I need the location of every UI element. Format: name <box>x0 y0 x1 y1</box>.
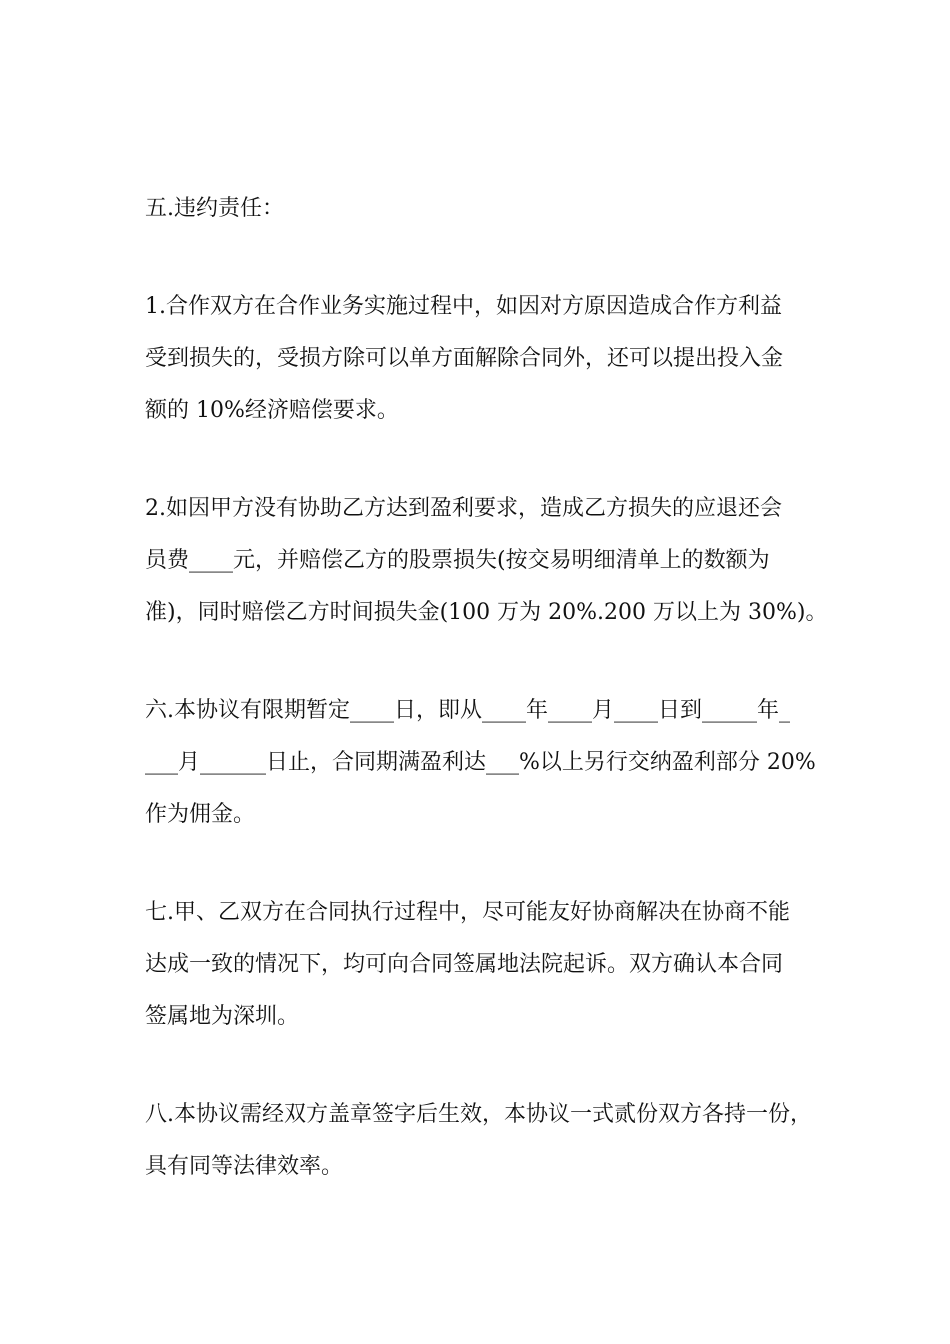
section-7-line-3: 签属地为深圳。 <box>145 1004 300 1029</box>
section-6 <box>145 685 816 841</box>
clause-5-1-line-2: 受到损失的，受损方除可以单方面解除合同外，还可以提出投入金 <box>145 346 784 371</box>
clause-5-1 <box>145 281 810 437</box>
section-8 <box>145 1089 810 1193</box>
paragraph-gap <box>145 1043 810 1089</box>
document-body <box>145 183 828 1193</box>
section-8-line-1: 八.本协议需经双方盖章签字后生效，本协议一式贰份双方各持一份， <box>145 1102 812 1127</box>
section-7 <box>145 887 810 1043</box>
clause-5-1-line-3: 额的 10%经济赔偿要求。 <box>145 398 399 423</box>
section-7-line-2: 达成一致的情况下，均可向合同签属地法院起诉。双方确认本合同 <box>145 952 784 977</box>
section-5-heading: 五.违约责任： <box>145 196 284 221</box>
section-6-line-2: ___月______日止，合同期满盈利达___%以上另行交纳盈利部分 20% <box>145 750 816 775</box>
clause-5-2-line-1: 2.如因甲方没有协助乙方达到盈利要求，造成乙方损失的应退还会 <box>145 496 782 521</box>
section-6-line-1: 六.本协议有限期暂定____日，即从____年____月____日到_____年_ <box>145 698 790 723</box>
paragraph-gap <box>145 639 810 685</box>
clause-5-1-line-1: 1.合作双方在合作业务实施过程中，如因对方原因造成合作方利益 <box>145 294 782 319</box>
paragraph-gap <box>145 437 810 483</box>
paragraph-gap <box>145 235 810 281</box>
section-6-line-3: 作为佣金。 <box>145 802 256 827</box>
paragraph-gap <box>145 841 810 887</box>
clause-5-2-line-2: 员费____元，并赔偿乙方的股票损失(按交易明细清单上的数额为 <box>145 548 770 573</box>
section-8-line-2: 具有同等法律效率。 <box>145 1154 344 1179</box>
section-7-line-1: 七.甲、乙双方在合同执行过程中，尽可能友好协商解决在协商不能 <box>145 900 790 925</box>
clause-5-2 <box>145 483 828 639</box>
clause-5-2-line-3: 准)，同时赔偿乙方时间损失金(100 万为 20%.200 万以上为 30%)。 <box>145 600 828 625</box>
